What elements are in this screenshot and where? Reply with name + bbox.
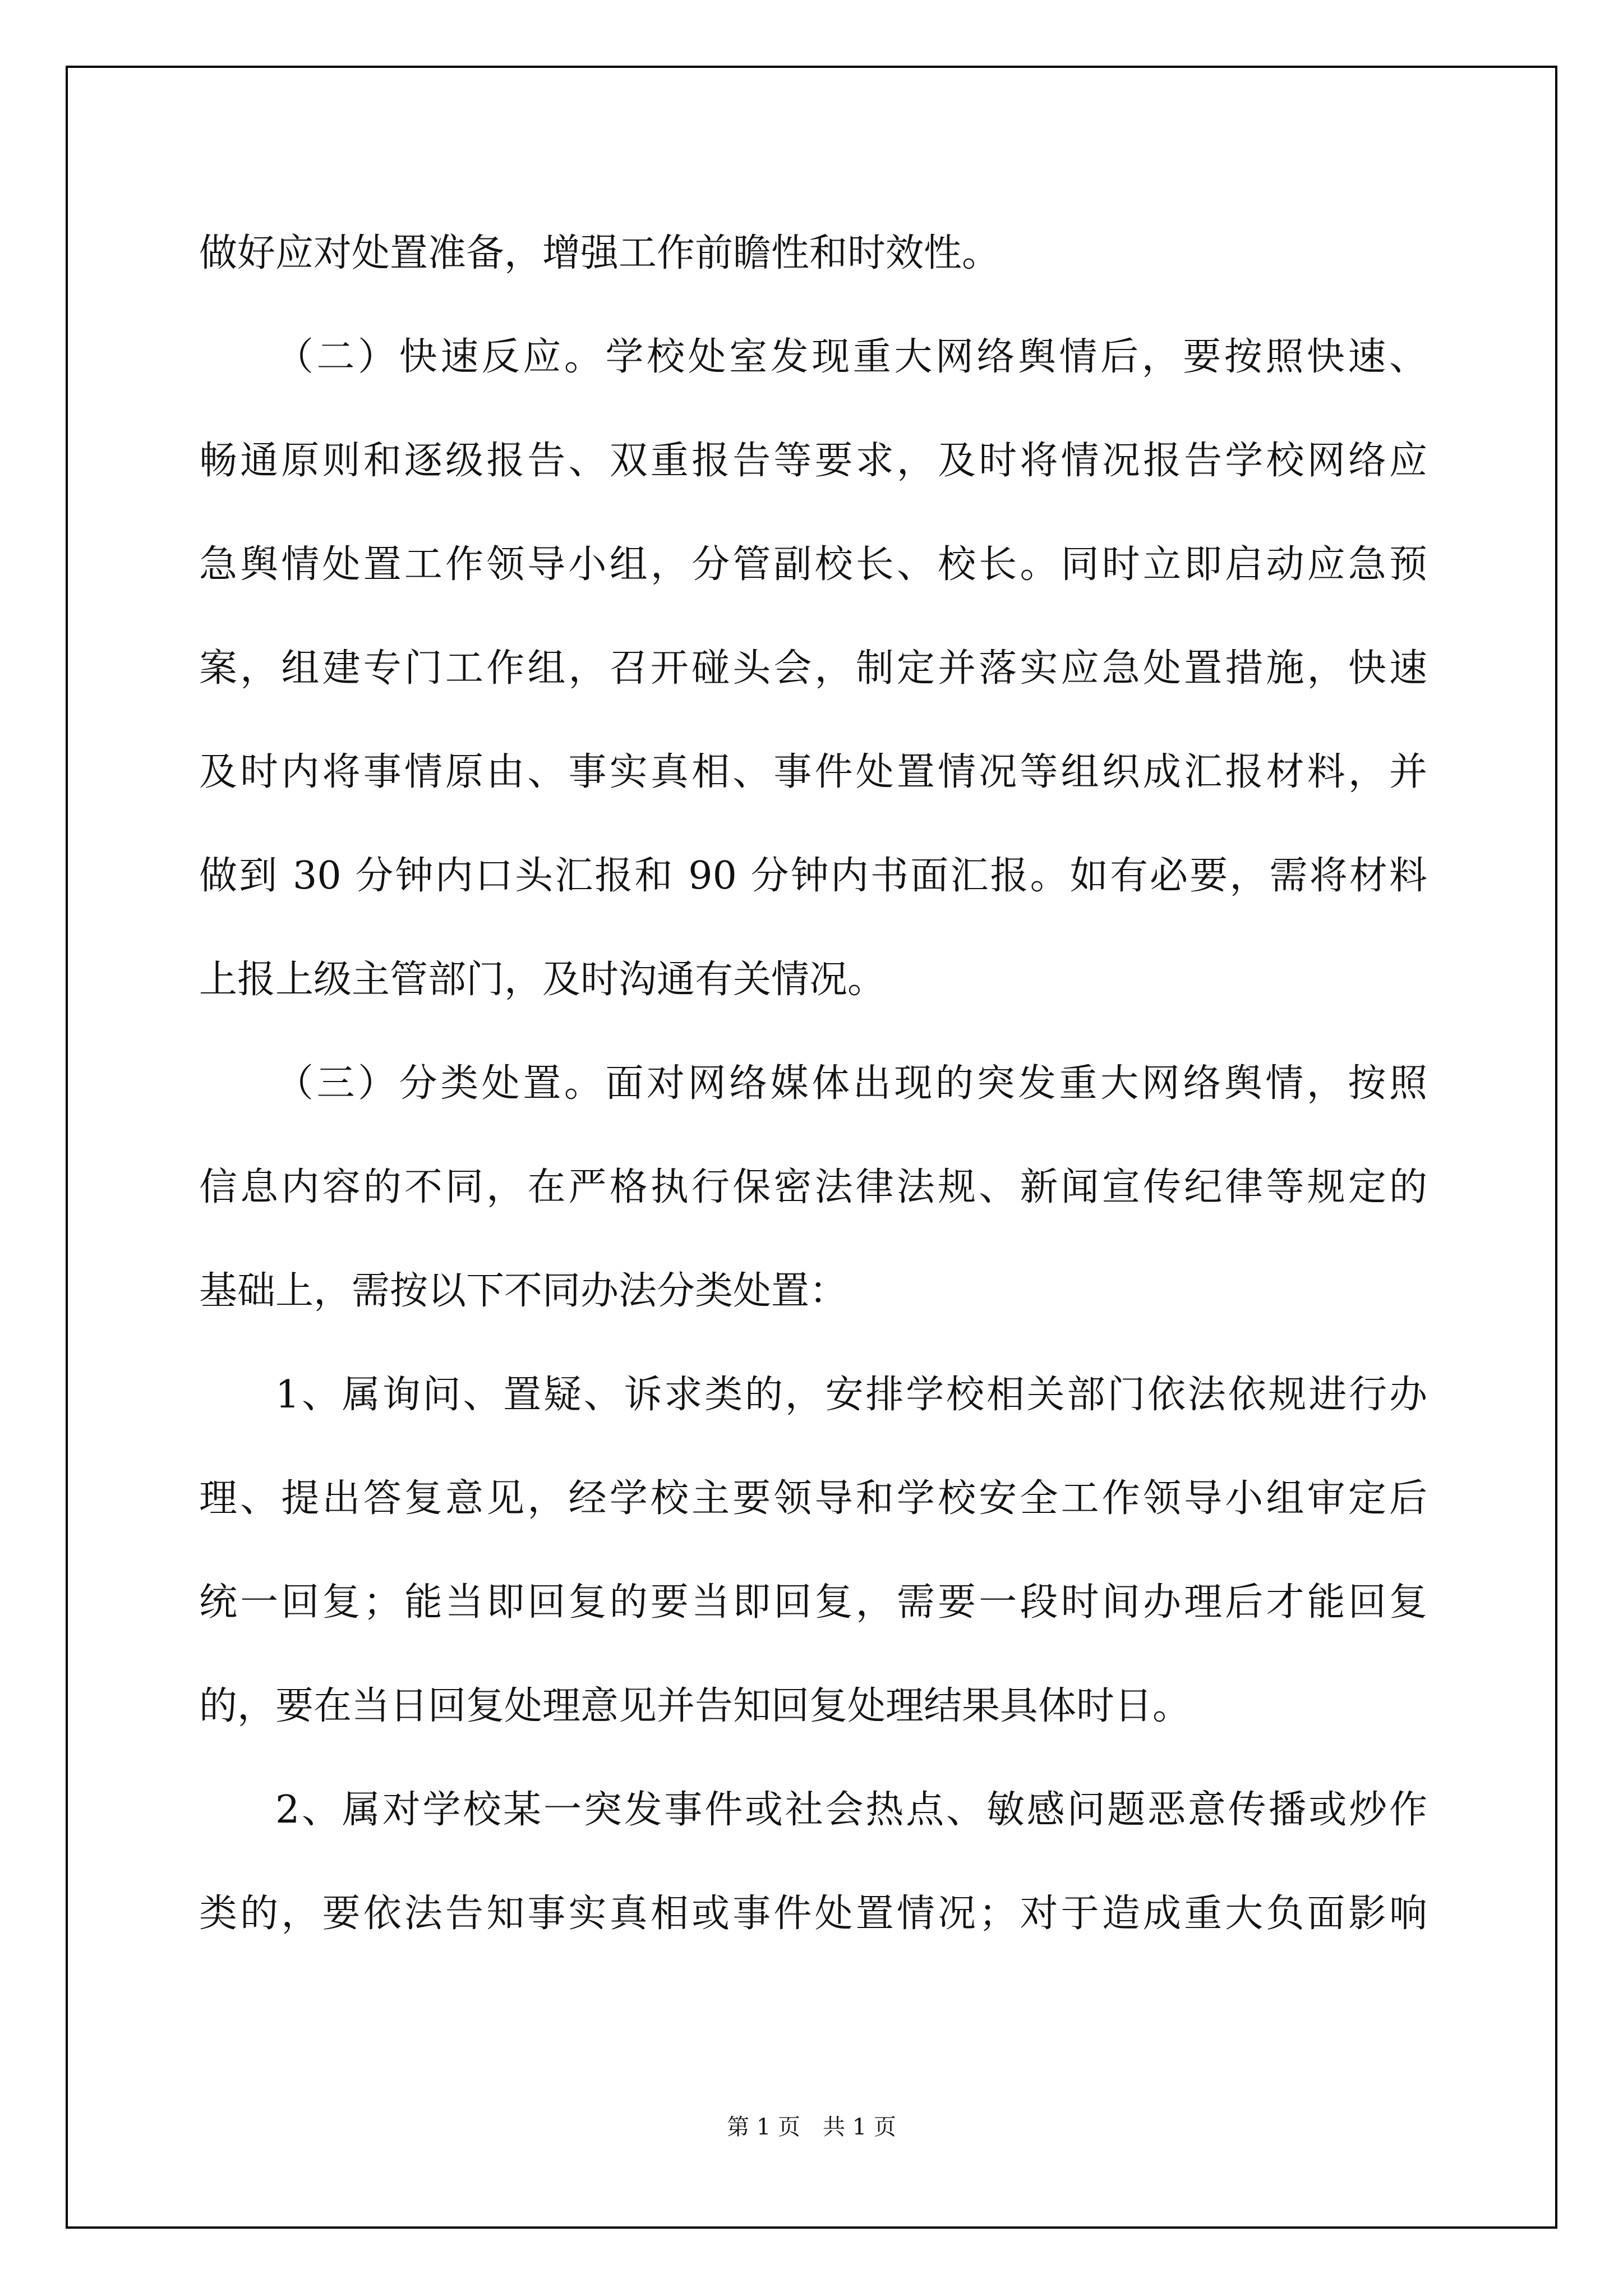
paragraph-line: （二）快速反应。学校处室发现重大网络舆情后，要按照快速、: [275, 335, 1427, 379]
page-number-footer: 第 1 页 共 1 页: [727, 2114, 896, 2140]
paragraph-line: 1、属询问、置疑、诉求类的，安排学校相关部门依法依规进行办: [275, 1373, 1427, 1417]
paragraph-line: （三）分类处置。面对网络媒体出现的突发重大网络舆情，按照: [275, 1061, 1427, 1106]
paragraph-line: 上报上级主管部门，及时沟通有关情况。: [199, 958, 886, 1002]
paragraph-line: 统一回复；能当即回复的要当即回复，需要一段时间办理后才能回复: [199, 1580, 1427, 1625]
paragraph-line: 理、提出答复意见，经学校主要领导和学校安全工作领导小组审定后: [199, 1476, 1427, 1521]
paragraph-line: 畅通原则和逐级报告、双重报告等要求，及时将情况报告学校网络应: [199, 439, 1427, 483]
paragraph-line: 类的，要依法告知事实真相或事件处置情况；对于造成重大负面影响: [199, 1892, 1427, 1936]
paragraph-line: 做好应对处置准备，增强工作前瞻性和时效性。: [199, 231, 1000, 275]
paragraph-line: 做到 30 分钟内口头汇报和 90 分钟内书面汇报。如有必要，需将材料: [199, 854, 1427, 898]
paragraph-line: 急舆情处置工作领导小组，分管副校长、校长。同时立即启动应急预: [199, 542, 1427, 587]
paragraph-line: 的，要在当日回复处理意见并告知回复处理结果具体时日。: [199, 1684, 1191, 1728]
paragraph-line: 2、属对学校某一突发事件或社会热点、敏感问题恶意传播或炒作: [275, 1788, 1427, 1832]
paragraph-line: 信息内容的不同，在严格执行保密法律法规、新闻宣传纪律等规定的: [199, 1165, 1427, 1209]
paragraph-line: 基础上，需按以下不同办法分类处置：: [199, 1269, 848, 1313]
paragraph-line: 及时内将事情原由、事实真相、事件处置情况等组织成汇报材料，并: [199, 750, 1427, 794]
paragraph-line: 案，组建专门工作组，召开碰头会，制定并落实应急处置措施，快速: [199, 646, 1427, 691]
